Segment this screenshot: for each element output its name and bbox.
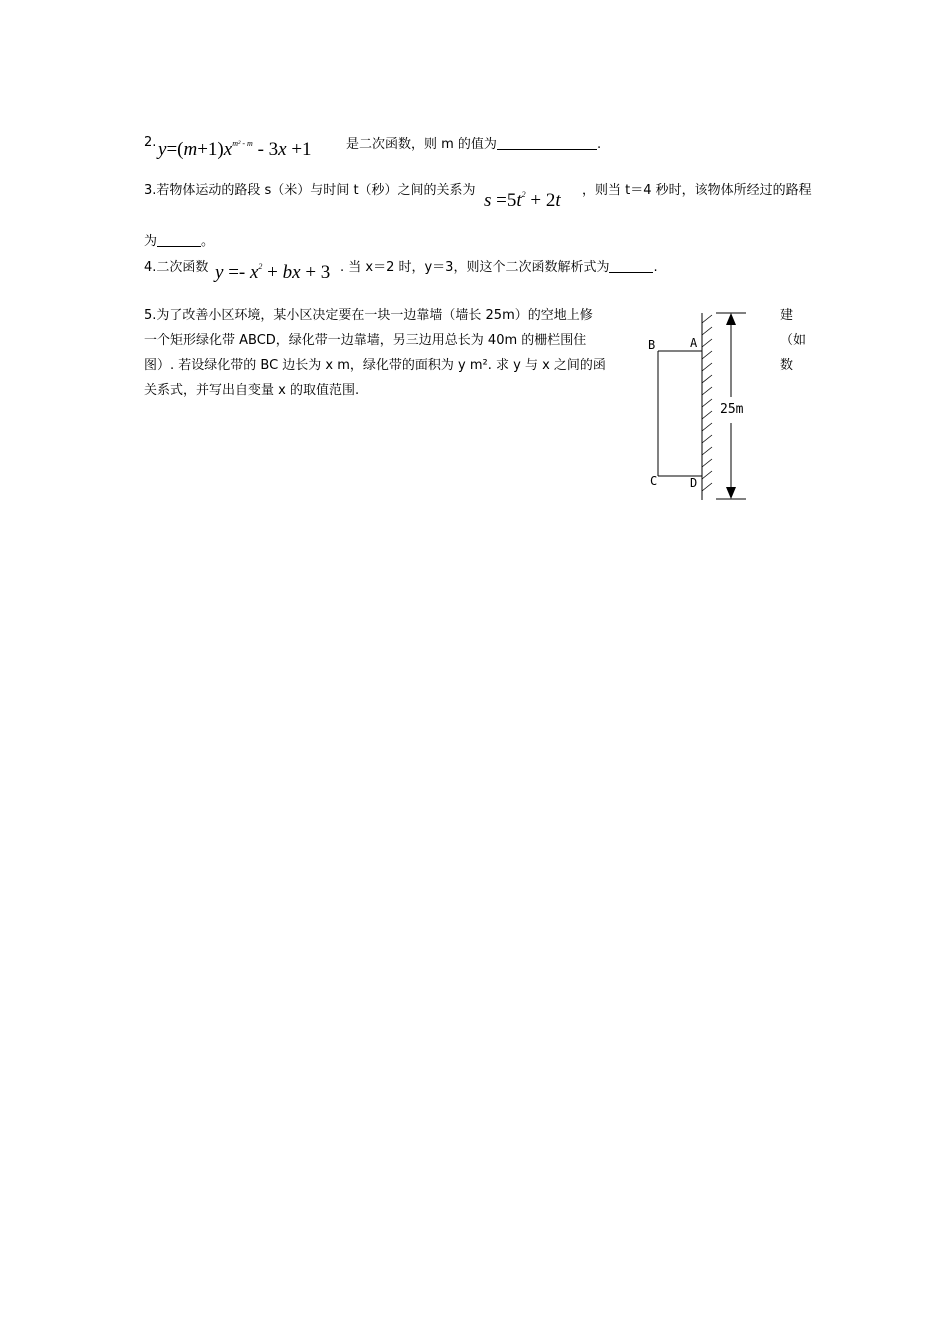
fence-wall-figure — [640, 305, 760, 505]
arrow-down-icon — [726, 487, 736, 499]
arrow-up-icon — [726, 313, 736, 325]
q3-answer-blank[interactable] — [157, 234, 201, 247]
q4-start: 4.二次函数 — [144, 260, 209, 275]
label-b: B — [648, 338, 656, 352]
label-c: C — [650, 474, 658, 488]
q2-number: 2. — [144, 135, 157, 150]
q5-line2: 一个矩形绿化带 ABCD，绿化带一边靠墙，另三边用总长为 40m 的栅栏围住 — [144, 333, 587, 348]
q4-answer-blank[interactable] — [609, 260, 653, 273]
q4-formula: $y =- x^2$ + bx + 3 — [215, 262, 331, 283]
q5-line2-tail: （如 — [780, 333, 807, 348]
label-a: A — [690, 336, 698, 350]
q5-line4: 关系式，并写出自变量 x 的取值范围. — [144, 383, 360, 398]
label-d: D — [690, 476, 698, 490]
length-label: 25m — [720, 402, 744, 417]
q5-line3-tail: 数 — [780, 358, 794, 373]
q3-line1-end: ，则当 t＝4 秒时，该物体所经过的路程 — [582, 183, 812, 198]
q5-line1-tail: 建 — [780, 308, 794, 323]
q3-line1: 3.若物体运动的路段 s（米）与时间 t（秒）之间的关系为 — [144, 183, 476, 198]
q2-formula: $y=(m+1)x^{m^2 - m} - 3x +1$ — [158, 139, 312, 160]
rectangle-abcd — [658, 351, 702, 476]
q2-answer-blank[interactable] — [497, 137, 597, 150]
q3-formula: $s =5t^2 + 2t$ — [484, 190, 561, 211]
q2-text: 是二次函数，则 m 的值为 . — [346, 137, 602, 152]
q4-text: . 当 x＝2 时，y＝3，则这个二次函数解析式为 . — [340, 260, 658, 275]
q5-line3: 图）. 若设绿化带的 BC 边长为 x m，绿化带的面积为 y m². 求 y 与 x 之间的函 — [144, 358, 606, 373]
q3-line2: 为 。 — [144, 234, 215, 249]
q5-line1: 5.为了改善小区环境，某小区决定要在一块一边靠墙（墙长 25m）的空地上修 — [144, 308, 593, 323]
wall-hatching — [702, 315, 712, 491]
